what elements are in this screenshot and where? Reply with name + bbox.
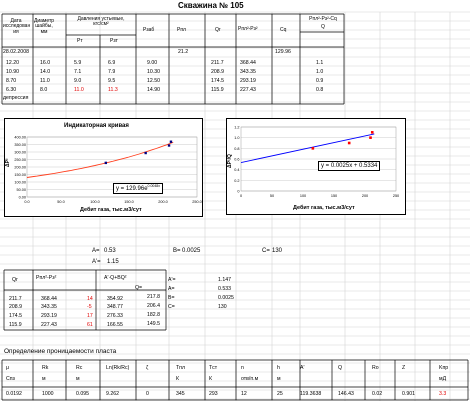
top-row-dp2: 293.19 bbox=[240, 78, 256, 84]
header-pressure: Давления устьевые, кгс/см² bbox=[77, 16, 125, 28]
indicator-chart-xlabel: Дебит газа, тыс.м3/сут bbox=[80, 207, 142, 213]
perm-value: 0.901 bbox=[402, 391, 415, 397]
x-tick-label: 200 bbox=[361, 194, 369, 198]
top-row-pz: 7.9 bbox=[108, 69, 116, 75]
mid-row-diff: 17 bbox=[87, 313, 93, 319]
top-row-q: 115.9 bbox=[211, 87, 224, 93]
perm-header: Ro bbox=[372, 365, 379, 371]
x-tick-label: 100 bbox=[299, 194, 307, 198]
x-tick-label: 100.0 bbox=[90, 200, 100, 204]
top-row-q: 208.9 bbox=[211, 69, 224, 75]
header-ppl: Pпл bbox=[177, 27, 186, 33]
perm-header: Z bbox=[402, 365, 406, 371]
q-value: 217.8 bbox=[147, 294, 160, 300]
coef-b-label: B= bbox=[173, 248, 181, 254]
top-row-ratio: 0.8 bbox=[316, 87, 324, 93]
mid-header-fit: A'·Q+BQ² bbox=[104, 275, 127, 281]
y-tick-label: 250.00 bbox=[14, 158, 26, 162]
data-point bbox=[369, 136, 372, 139]
y-tick-label: 100.00 bbox=[14, 180, 26, 185]
coef-c-label: C= bbox=[262, 248, 270, 254]
mid-row-diff: -5 bbox=[87, 304, 92, 310]
indicator-chart-title: Индикаторная кривая bbox=[64, 123, 129, 129]
indicator-chart[interactable] bbox=[4, 118, 203, 217]
header-pzab: Pзаб bbox=[143, 27, 155, 33]
y-tick-label: 200.00 bbox=[14, 165, 26, 170]
header-date: Дата исследован ия bbox=[3, 18, 31, 35]
top-row-ratio: 1.0 bbox=[316, 69, 324, 75]
mid-row-dp2: 227.43 bbox=[41, 322, 57, 328]
perm-value: 0.0192 bbox=[6, 391, 22, 397]
perm-value: 12 bbox=[241, 391, 247, 397]
y-tick-label: 0.4 bbox=[234, 168, 240, 173]
data-point bbox=[371, 131, 374, 134]
mid-row-q: 211.7 bbox=[9, 296, 22, 302]
row0-ppl: 21.2 bbox=[178, 49, 189, 55]
perm-header: n bbox=[241, 365, 244, 371]
top-row-pt: 5.9 bbox=[74, 60, 82, 66]
coef-a2-value: 1.15 bbox=[107, 259, 119, 265]
top-row-pt: 11.0 bbox=[74, 87, 84, 93]
y-tick-label: 50.00 bbox=[16, 188, 26, 192]
coef-a-value: 0.53 bbox=[104, 248, 116, 254]
perm-header: Rk bbox=[42, 365, 49, 371]
header-pt: Pт bbox=[77, 38, 83, 44]
data-point bbox=[105, 162, 107, 164]
header-q: Qг bbox=[215, 27, 221, 33]
linear-chart-ylabel: ΔP²/Q bbox=[227, 154, 233, 168]
data-point bbox=[168, 144, 170, 146]
indicator-chart-plot bbox=[5, 119, 204, 218]
mid-row-diff: 61 bbox=[87, 322, 93, 328]
x-tick-label: 0.0 bbox=[24, 200, 30, 204]
y-tick-label: 300.00 bbox=[14, 150, 26, 155]
indicator-chart-equation: $y = 129.96e^{0.0048x}$ bbox=[113, 183, 163, 194]
top-row-pz: 9.5 bbox=[108, 78, 116, 84]
depression-label: депрессия bbox=[3, 95, 29, 101]
top-row-dp2: 227.43 bbox=[240, 87, 256, 93]
linear-chart-xlabel: Дебит газа, тыс.м3/сут bbox=[293, 205, 355, 211]
top-row-d: 14.0 bbox=[40, 69, 51, 75]
perm-value: 0.095 bbox=[76, 391, 89, 397]
top-row-dp2: 368.44 bbox=[240, 60, 256, 66]
y-tick-label: 0.00 bbox=[18, 195, 26, 200]
perm-unit: К bbox=[209, 376, 213, 382]
x-tick-label: 150.0 bbox=[124, 200, 134, 204]
right-label: A= bbox=[168, 286, 175, 292]
q-label: Q= bbox=[135, 285, 143, 291]
perm-value: 293 bbox=[209, 391, 218, 397]
coef-c-value: 130 bbox=[272, 248, 283, 254]
perm-value: 3.3 bbox=[439, 391, 447, 397]
perm-unit: Спз bbox=[6, 376, 15, 382]
perm-header: Kпр bbox=[439, 365, 449, 371]
perm-unit: м bbox=[76, 376, 80, 382]
perm-header: μ bbox=[6, 365, 9, 371]
mid-row-q: 115.9 bbox=[9, 322, 22, 328]
mid-row-dp2: 343.35 bbox=[41, 304, 57, 310]
perm-unit: К bbox=[176, 376, 180, 382]
perm-value: 0 bbox=[146, 391, 149, 397]
perm-header: Tст bbox=[209, 365, 218, 371]
y-tick-label: 150.00 bbox=[14, 173, 26, 177]
perm-value: 1000 bbox=[42, 391, 54, 397]
header-pz: Pзт bbox=[110, 38, 118, 44]
top-row-q: 174.5 bbox=[211, 78, 224, 84]
coef-a-label: A= bbox=[92, 248, 100, 254]
perm-header: Tпл bbox=[176, 365, 186, 371]
y-tick-label: 0.2 bbox=[234, 178, 240, 183]
q-value: 206.4 bbox=[147, 303, 160, 309]
top-row-dp2: 343.35 bbox=[240, 69, 256, 75]
y-tick-label: 1.0 bbox=[234, 136, 240, 141]
y-tick-label: 0.6 bbox=[234, 157, 240, 162]
y-tick-label: 400.00 bbox=[14, 135, 26, 140]
right-label: A'= bbox=[168, 277, 176, 283]
perm-value: 25 bbox=[277, 391, 283, 397]
perm-header: Q bbox=[338, 365, 343, 371]
q-value: 182.8 bbox=[147, 312, 160, 318]
perm-title: Определение проницаемости пласта bbox=[4, 348, 117, 355]
indicator-chart-ylabel: ΔP² bbox=[5, 158, 11, 167]
mid-row-fit: 166.55 bbox=[107, 322, 123, 328]
perm-unit: мД bbox=[439, 376, 447, 382]
data-point bbox=[312, 147, 315, 150]
perm-value: 0.02 bbox=[372, 391, 383, 397]
mid-row-q: 174.5 bbox=[9, 313, 22, 319]
right-label: B= bbox=[168, 295, 175, 301]
header-ratio: Pпл²-Pз²-Cq Q bbox=[309, 16, 337, 31]
top-row-pzab: 14.90 bbox=[147, 87, 160, 93]
perm-value: 345 bbox=[176, 391, 185, 397]
x-tick-label: 50 bbox=[269, 194, 275, 198]
mid-header-dp2: Pпл²-Pз² bbox=[36, 275, 57, 281]
x-tick-label: 250.0 bbox=[192, 200, 202, 204]
coef-a2-label: A'= bbox=[92, 259, 101, 265]
x-tick-label: 150 bbox=[330, 194, 338, 198]
right-value: 130 bbox=[218, 304, 227, 310]
mid-row-q: 208.9 bbox=[9, 304, 22, 310]
mid-row-fit: 354.92 bbox=[107, 296, 123, 302]
right-label: C= bbox=[168, 304, 175, 310]
top-row-d: 11.0 bbox=[40, 78, 50, 84]
header-dp2: Pпл²-Pз² bbox=[238, 26, 258, 32]
top-row-d: 16.0 bbox=[40, 60, 51, 66]
perm-value: 146.43 bbox=[338, 391, 354, 397]
top-row-pt: 9.0 bbox=[74, 78, 82, 84]
top-row-d: 8.0 bbox=[40, 87, 48, 93]
linear-chart-equation: y = 0.0025x + 0.5334 bbox=[318, 161, 380, 171]
perm-unit: м bbox=[42, 376, 46, 382]
top-row-pzab: 10.30 bbox=[147, 69, 160, 75]
row0-cq: 129.96 bbox=[275, 49, 291, 55]
top-row-pzab: 12.50 bbox=[147, 78, 160, 84]
perm-header: Rc bbox=[76, 365, 83, 371]
perm-header: Ln(Rk/Rc) bbox=[106, 365, 130, 371]
top-row-pz: 11.3 bbox=[108, 87, 118, 93]
top-row-ratio: 0.9 bbox=[316, 78, 324, 84]
right-value: 0.533 bbox=[218, 286, 231, 292]
header-cq: Cq bbox=[280, 27, 287, 33]
perm-value: 119.3638 bbox=[300, 391, 322, 397]
y-tick-label: 0.8 bbox=[234, 146, 240, 151]
perm-header: A' bbox=[300, 365, 305, 371]
mid-row-dp2: 368.44 bbox=[41, 296, 57, 302]
perm-unit: отв/п.м bbox=[241, 376, 259, 382]
top-row-date: 12.20 bbox=[6, 60, 19, 66]
perm-unit: м bbox=[277, 376, 281, 382]
x-tick-label: 50.0 bbox=[57, 200, 65, 204]
y-tick-label: 350.00 bbox=[14, 143, 26, 147]
data-point bbox=[170, 141, 172, 143]
right-value: 1.147 bbox=[218, 277, 231, 283]
top-row-pzab: 9.00 bbox=[147, 60, 158, 66]
top-row-date: 8.70 bbox=[6, 78, 17, 84]
top-row-date: 10.90 bbox=[6, 69, 19, 75]
right-value: 0.0025 bbox=[218, 295, 234, 301]
top-row-pz: 6.9 bbox=[108, 60, 116, 66]
x-tick-label: 200.0 bbox=[158, 200, 168, 204]
mid-row-diff: 14 bbox=[87, 296, 93, 302]
perm-header: ζ bbox=[146, 365, 149, 371]
data-point bbox=[144, 152, 146, 154]
x-tick-label: 0 bbox=[239, 194, 243, 198]
mid-row-fit: 276.33 bbox=[107, 313, 123, 319]
trendline bbox=[27, 142, 173, 177]
header-diameter: Диаметр шайбы, мм bbox=[33, 18, 55, 35]
top-row-pt: 7.1 bbox=[74, 69, 82, 75]
x-tick-label: 250 bbox=[392, 194, 400, 198]
perm-header: h bbox=[277, 365, 280, 371]
top-row-date: 6.30 bbox=[6, 87, 17, 93]
top-row-ratio: 1.1 bbox=[316, 60, 324, 66]
well-title: Скважина № 105 bbox=[178, 1, 244, 10]
mid-header-q: Qг bbox=[12, 277, 18, 283]
y-tick-label: 0 bbox=[237, 189, 240, 194]
top-row-q: 211.7 bbox=[211, 60, 224, 66]
y-tick-label: 1.2 bbox=[234, 125, 240, 130]
perm-value: 9.262 bbox=[106, 391, 119, 397]
coef-b-value: 0.0025 bbox=[182, 248, 201, 254]
row0-date: 28.02.2008 bbox=[3, 49, 29, 55]
mid-row-fit: 348.77 bbox=[107, 304, 123, 310]
data-point bbox=[348, 142, 351, 145]
mid-row-dp2: 293.19 bbox=[41, 313, 57, 319]
q-value: 149.5 bbox=[147, 321, 160, 327]
